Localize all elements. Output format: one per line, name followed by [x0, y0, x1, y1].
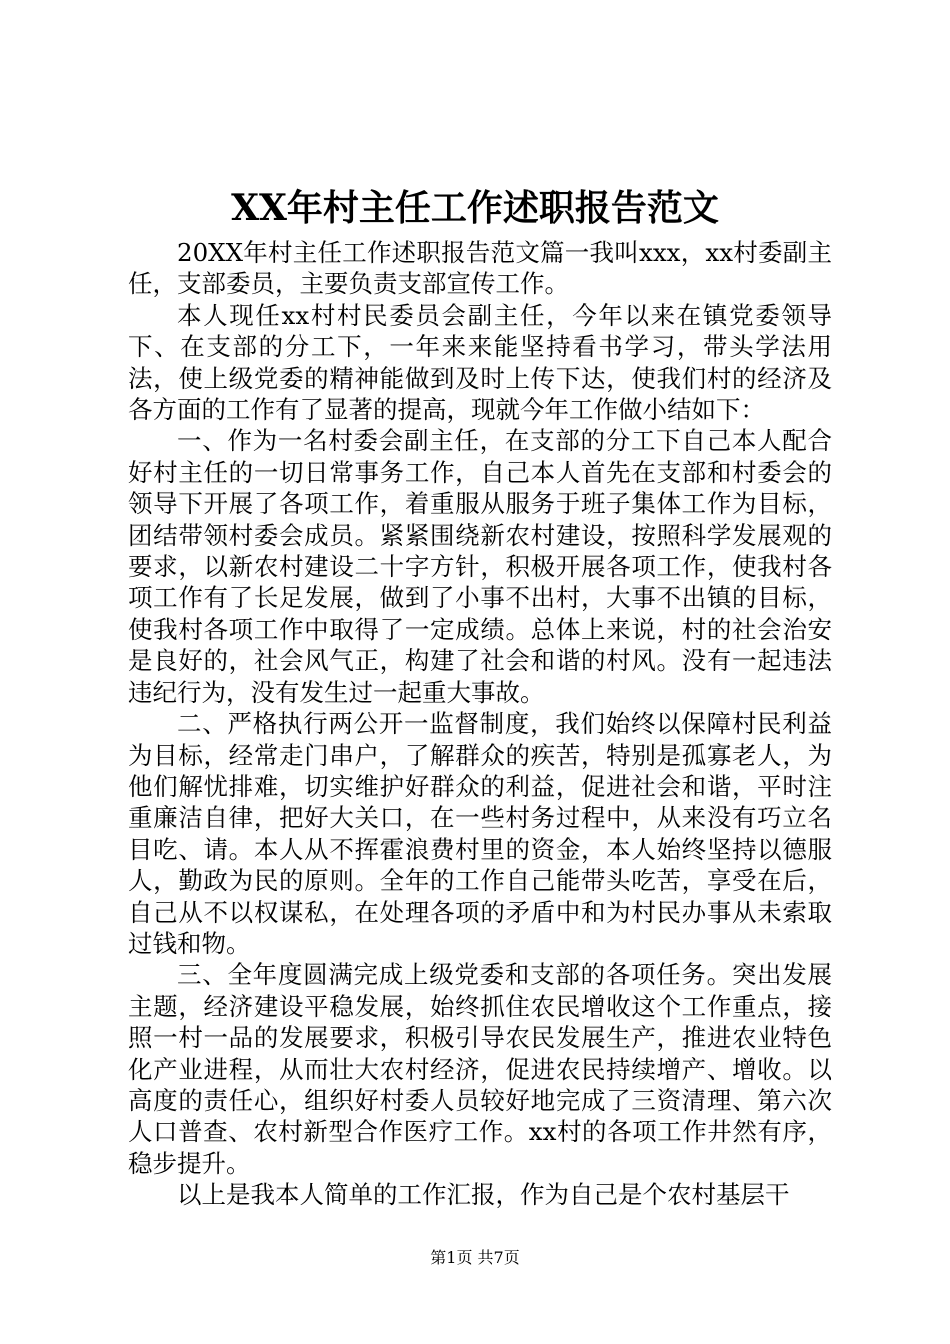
paragraph-1: 20XX年村主任工作述职报告范文篇一我叫xxx，xx村委副主任，支部委员，主要负责支部宣传工作。	[128, 238, 832, 299]
document-title: XX年村主任工作述职报告范文	[231, 187, 719, 229]
paragraph-4: 二、严格执行两公开一监督制度，我们始终以保障村民利益为目标，经常走门串户，了解群众的疾苦，特别是孤寡老人，为他们解忧排难，切实维护好群众的利益，促进社会和谐，平时注重廉洁自律，把好大关口，在一些村务过程中，从来没有巧立名目吃、请。本人从不挥霍浪费村里的资金，本人始终坚持以德服人，勤政为民的原则。全年的工作自己能带头吃苦，享受在后，自己从不以权谋私，在处理各项的矛盾中和为村民办事从未索取过钱和物。	[128, 709, 832, 958]
paragraph-6: 以上是我本人简单的工作汇报，作为自己是个农村基层干	[177, 1180, 790, 1210]
paragraph-2: 本人现任xx村村民委员会副主任，今年以来在镇党委领导下、在支部的分工下，一年来来能坚持看书学习，带头学法用法，使上级党委的精神能做到及时上传下达，使我们村的经济及各方面的工作有了显著的提高，现就今年工作做小结如下：	[128, 300, 832, 425]
page-footer: 第1页 共7页	[430, 1248, 520, 1267]
paragraph-3: 一、作为一名村委会副主任，在支部的分工下自己本人配合好村主任的一切日常事务工作，自己本人首先在支部和村委会的领导下开展了各项工作，着重服从服务于班子集体工作为目标，团结带领村委会成员。紧紧围绕新农村建设，按照科学发展观的要求，以新农村建设二十字方针，积极开展各项工作，使我村各项工作有了长足发展，做到了小事不出村，大事不出镇的目标，使我村各项工作中取得了一定成绩。总体上来说，村的社会治安是良好的，社会风气正，构建了社会和谐的村风。没有一起违法违纪行为，没有发生过一起重大事故。	[128, 426, 832, 707]
paragraph-5: 三、全年度圆满完成上级党委和支部的各项任务。突出发展主题，经济建设平稳发展，始终抓住农民增收这个工作重点，接照一村一品的发展要求，积极引导农民发展生产，推进农业特色化产业进程，从而壮大农村经济，促进农民持续增产、增收。以高度的责任心，组织好村委人员较好地完成了三资清理、第六次人口普查、农村新型合作医疗工作。xx村的各项工作井然有序，稳步提升。	[128, 960, 832, 1178]
document-body	[128, 237, 832, 1211]
